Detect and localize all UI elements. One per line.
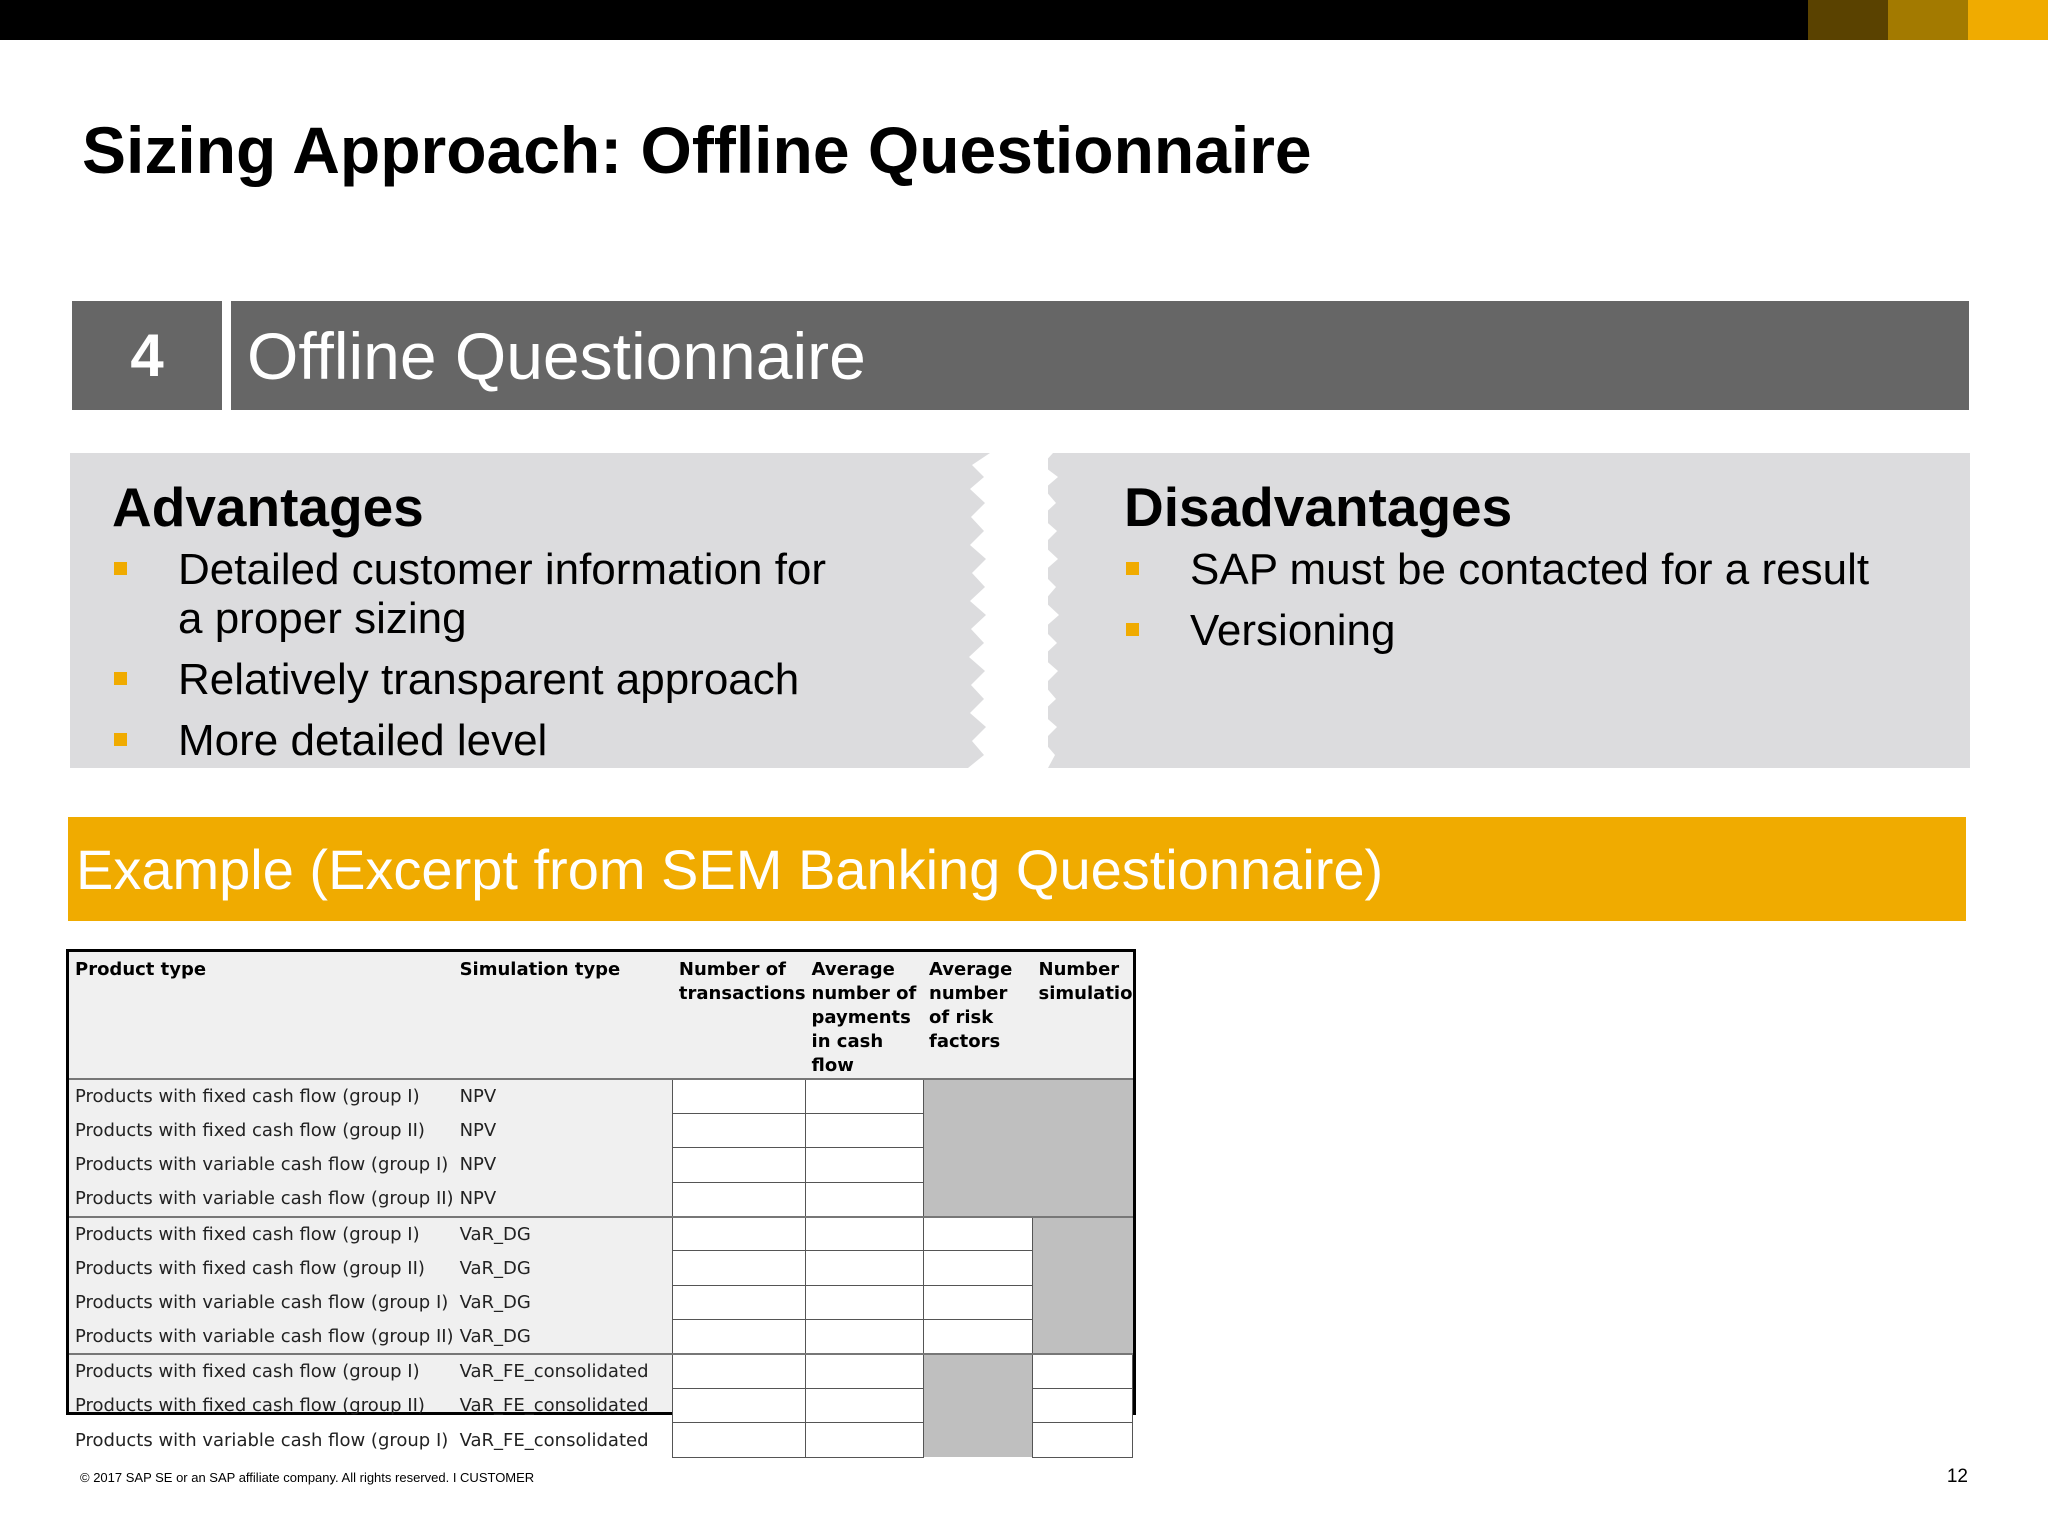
- disabled-cell: [923, 1079, 1033, 1113]
- list-item: SAP must be contacted for a result: [1126, 545, 1946, 594]
- input-cell[interactable]: [673, 1389, 806, 1423]
- disabled-cell: [1033, 1320, 1133, 1354]
- page-title: Sizing Approach: Offline Questionnaire: [82, 113, 1312, 187]
- table-row: [69, 1079, 1133, 1113]
- product-type-cell: Products with variable cash flow (group II): [69, 1320, 454, 1354]
- input-cell[interactable]: [673, 1217, 806, 1251]
- bullet-square-icon: [1126, 623, 1139, 636]
- input-cell[interactable]: [806, 1423, 923, 1457]
- section-title: Offline Questionnaire: [231, 301, 1969, 410]
- product-type-cell: Products with fixed cash flow (group II): [75, 1395, 425, 1417]
- disadvantages-list: [1126, 545, 1946, 667]
- page-number: 12: [1946, 1466, 1968, 1487]
- list-item: More detailed level: [114, 716, 854, 765]
- column-header: Average number of payments in cash flow: [806, 952, 923, 1079]
- input-cell[interactable]: [806, 1217, 923, 1251]
- disabled-cell: [923, 1182, 1033, 1216]
- column-header: Number of transactions: [673, 952, 806, 1079]
- disabled-cell: [923, 1389, 1033, 1423]
- advantages-heading: Advantages: [112, 476, 424, 538]
- column-header: Number simulatio: [1033, 952, 1133, 1079]
- input-cell[interactable]: [1033, 1354, 1133, 1388]
- simulation-type-cell: VaR_DG: [459, 1223, 531, 1245]
- example-banner: Example (Excerpt from SEM Banking Questionnaire): [68, 817, 1966, 921]
- bullet-square-icon: [114, 562, 127, 575]
- brand-stripe-mid: [1888, 0, 1968, 40]
- table-row: [69, 1389, 1133, 1423]
- table-row: [69, 1217, 1133, 1251]
- table-row: [69, 1148, 1133, 1182]
- table-header-row: [69, 952, 1133, 1079]
- table-row: [69, 1320, 1133, 1354]
- input-cell[interactable]: [1033, 1423, 1133, 1457]
- input-cell[interactable]: [673, 1079, 806, 1113]
- input-cell[interactable]: [806, 1251, 923, 1285]
- product-type-cell: Products with fixed cash flow (group I): [75, 1086, 420, 1108]
- input-cell[interactable]: [923, 1251, 1033, 1285]
- table-row: [69, 1251, 1133, 1285]
- product-type-cell: Products with fixed cash flow (group I): [75, 1361, 420, 1383]
- simulation-type-cell: VaR_DG: [459, 1292, 531, 1314]
- torn-paper-divider: [958, 453, 1068, 768]
- product-type-cell: Products with variable cash flow (group I): [75, 1429, 449, 1451]
- list-item: Detailed customer information for a proper sizing: [114, 545, 854, 643]
- section-number: 4: [72, 301, 222, 410]
- advantages-list: [114, 545, 854, 777]
- table-row: [69, 1113, 1133, 1147]
- simulation-type-cell: NPV: [459, 1086, 497, 1108]
- disabled-cell: [1033, 1182, 1133, 1216]
- table-row: [69, 1354, 1133, 1388]
- input-cell[interactable]: [673, 1251, 806, 1285]
- input-cell[interactable]: [673, 1148, 806, 1182]
- simulation-type-cell: VaR_FE_consolidated: [459, 1429, 649, 1451]
- disadvantages-heading: Disadvantages: [1124, 476, 1513, 538]
- input-cell[interactable]: [806, 1389, 923, 1423]
- bullet-square-icon: [114, 733, 127, 746]
- questionnaire-excerpt: [66, 949, 1136, 1451]
- simulation-type-cell: VaR_DG: [459, 1257, 531, 1279]
- input-cell[interactable]: [806, 1113, 923, 1147]
- input-cell[interactable]: [806, 1285, 923, 1319]
- input-cell[interactable]: [1033, 1389, 1133, 1423]
- product-type-cell: Products with fixed cash flow (group II): [75, 1120, 425, 1142]
- column-header: Product type: [69, 952, 454, 1079]
- brand-stripe-light: [1968, 0, 2048, 40]
- disabled-cell: [1033, 1251, 1133, 1285]
- product-type-cell: Products with variable cash flow (group I): [75, 1154, 449, 1176]
- input-cell[interactable]: [923, 1217, 1033, 1251]
- input-cell[interactable]: [673, 1354, 806, 1388]
- questionnaire-table: [69, 952, 1133, 1458]
- copyright-footer: © 2017 SAP SE or an SAP affiliate company. All rights reserved. I CUSTOMER: [80, 1470, 535, 1485]
- disabled-cell: [1033, 1285, 1133, 1319]
- simulation-type-cell: VaR_FE_consolidated: [459, 1361, 649, 1383]
- product-type-cell: Products with fixed cash flow (group II): [75, 1257, 425, 1279]
- input-cell[interactable]: [673, 1320, 806, 1354]
- bullet-square-icon: [1126, 562, 1139, 575]
- input-cell[interactable]: [673, 1113, 806, 1147]
- list-item: Relatively transparent approach: [114, 655, 854, 704]
- disabled-cell: [1033, 1148, 1133, 1182]
- input-cell[interactable]: [673, 1182, 806, 1216]
- input-cell[interactable]: [806, 1182, 923, 1216]
- product-type-cell: Products with fixed cash flow (group I): [75, 1223, 420, 1245]
- input-cell[interactable]: [806, 1354, 923, 1388]
- input-cell[interactable]: [806, 1320, 923, 1354]
- simulation-type-cell: NPV: [459, 1120, 497, 1142]
- top-bar: [0, 0, 2048, 40]
- advantages-panel: [70, 453, 990, 768]
- input-cell[interactable]: [806, 1148, 923, 1182]
- disabled-cell: [923, 1354, 1033, 1388]
- product-type-cell: Products with variable cash flow (group I): [75, 1292, 449, 1314]
- simulation-type-cell: NPV: [459, 1154, 497, 1176]
- disabled-cell: [923, 1148, 1033, 1182]
- brand-stripe-dark: [1808, 0, 1888, 40]
- disabled-cell: [1033, 1217, 1133, 1251]
- disabled-cell: [923, 1113, 1033, 1147]
- disabled-cell: [1033, 1113, 1133, 1147]
- disabled-cell: [1033, 1079, 1133, 1113]
- simulation-type-cell: VaR_DG: [454, 1320, 673, 1354]
- column-header: Simulation type: [454, 952, 673, 1079]
- bullet-square-icon: [114, 672, 127, 685]
- input-cell[interactable]: [923, 1285, 1033, 1319]
- product-type-cell: Products with variable cash flow (group II): [69, 1182, 454, 1216]
- list-item: Versioning: [1126, 606, 1946, 655]
- column-header: Average number of risk factors: [923, 952, 1033, 1079]
- disabled-cell: [923, 1423, 1033, 1457]
- input-cell[interactable]: [673, 1285, 806, 1319]
- simulation-type-cell: VaR_FE_consolidated: [459, 1395, 649, 1417]
- disadvantages-panel: [1048, 453, 1970, 768]
- simulation-type-cell: NPV: [454, 1182, 673, 1216]
- table-row: [69, 1285, 1133, 1319]
- input-cell[interactable]: [806, 1079, 923, 1113]
- input-cell[interactable]: [923, 1320, 1033, 1354]
- table-row: [69, 1182, 1133, 1216]
- input-cell[interactable]: [673, 1423, 806, 1457]
- table-row: [69, 1423, 1133, 1457]
